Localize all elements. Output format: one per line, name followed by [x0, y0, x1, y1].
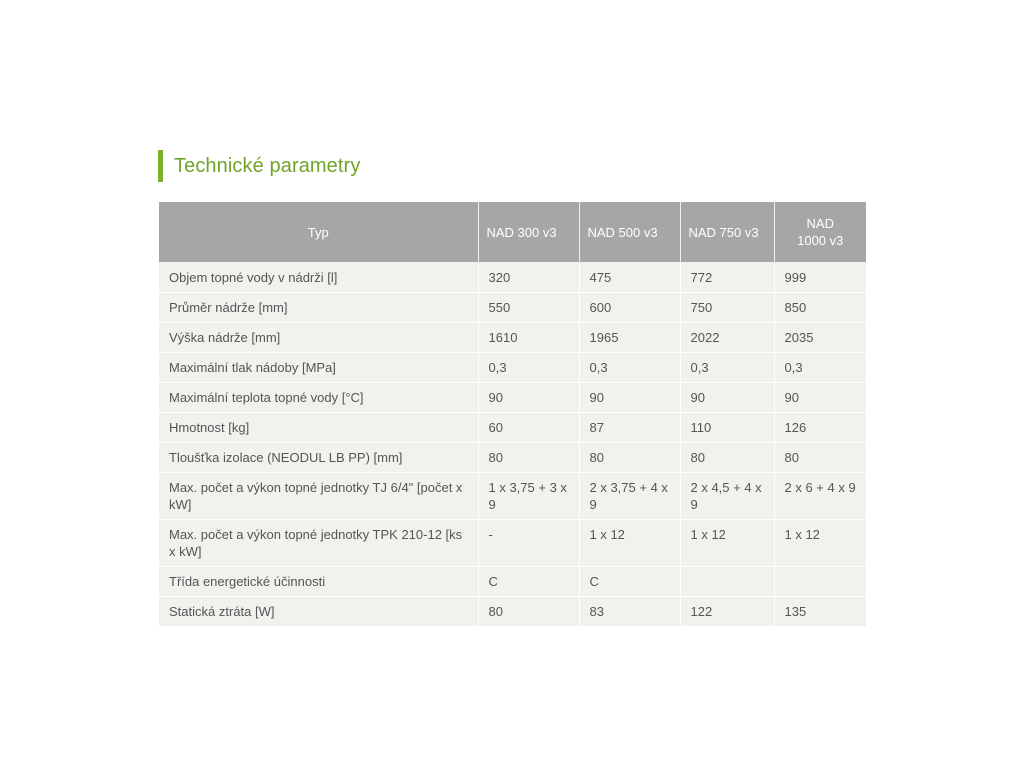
nad-300-value: 80	[478, 597, 579, 627]
nad-500-value: 600	[579, 293, 680, 323]
parameter-name: Průměr nádrže [mm]	[159, 293, 478, 323]
nad-300-value: -	[478, 520, 579, 567]
parameter-name: Objem topné vody v nádrži [l]	[159, 263, 478, 293]
header-type: Typ	[159, 202, 478, 263]
nad-300-value: 80	[478, 443, 579, 473]
table-row	[159, 443, 866, 473]
parameter-name: Hmotnost [kg]	[159, 413, 478, 443]
section-title: Technické parametry	[174, 154, 361, 177]
table-row	[159, 473, 866, 520]
section-heading	[158, 150, 360, 182]
nad-1000-value: 80	[774, 443, 866, 473]
nad-500-value: 1 x 12	[579, 520, 680, 567]
nad-300-value: C	[478, 567, 579, 597]
nad-500-value: 80	[579, 443, 680, 473]
nad-750-value: 2 x 4,5 + 4 x 9	[680, 473, 774, 520]
nad-300-value: 550	[478, 293, 579, 323]
table-row	[159, 263, 866, 293]
table-row	[159, 293, 866, 323]
nad-1000-value: 135	[774, 597, 866, 627]
header-nad-500: NAD 500 v3	[579, 202, 680, 263]
nad-500-value: 83	[579, 597, 680, 627]
nad-300-value: 90	[478, 383, 579, 413]
header-nad-1000: NAD 1000 v3	[774, 202, 866, 263]
nad-1000-value: 999	[774, 263, 866, 293]
nad-750-value: 772	[680, 263, 774, 293]
parameter-name: Maximální tlak nádoby [MPa]	[159, 353, 478, 383]
table-row	[159, 520, 866, 567]
table-row	[159, 383, 866, 413]
parameter-name: Statická ztráta [W]	[159, 597, 478, 627]
spec-table	[159, 202, 866, 627]
accent-bar	[158, 150, 163, 182]
nad-1000-value: 850	[774, 293, 866, 323]
parameter-name: Tloušťka izolace (NEODUL LB PP) [mm]	[159, 443, 478, 473]
nad-750-value: 110	[680, 413, 774, 443]
table-row	[159, 597, 866, 627]
nad-750-value: 80	[680, 443, 774, 473]
nad-300-value: 1 x 3,75 + 3 x 9	[478, 473, 579, 520]
table-row	[159, 323, 866, 353]
nad-750-value: 1 x 12	[680, 520, 774, 567]
nad-1000-value: 126	[774, 413, 866, 443]
nad-1000-value: 0,3	[774, 353, 866, 383]
nad-500-value: 475	[579, 263, 680, 293]
nad-1000-value: 90	[774, 383, 866, 413]
nad-300-value: 1610	[478, 323, 579, 353]
nad-1000-value: 2 x 6 + 4 x 9	[774, 473, 866, 520]
nad-750-value: 90	[680, 383, 774, 413]
nad-750-value: 750	[680, 293, 774, 323]
header-nad-300: NAD 300 v3	[478, 202, 579, 263]
nad-1000-value	[774, 567, 866, 597]
nad-300-value: 0,3	[478, 353, 579, 383]
table-row	[159, 567, 866, 597]
nad-500-value: 90	[579, 383, 680, 413]
nad-500-value: 0,3	[579, 353, 680, 383]
nad-1000-value: 2035	[774, 323, 866, 353]
header-nad-750: NAD 750 v3	[680, 202, 774, 263]
table-row	[159, 353, 866, 383]
nad-500-value: C	[579, 567, 680, 597]
nad-750-value: 0,3	[680, 353, 774, 383]
parameter-name: Max. počet a výkon topné jednotky TJ 6/4" [počet x kW]	[159, 473, 478, 520]
nad-300-value: 320	[478, 263, 579, 293]
nad-500-value: 1965	[579, 323, 680, 353]
nad-500-value: 87	[579, 413, 680, 443]
nad-500-value: 2 x 3,75 + 4 x 9	[579, 473, 680, 520]
nad-1000-value: 1 x 12	[774, 520, 866, 567]
table-header-row	[159, 202, 866, 263]
parameter-name: Výška nádrže [mm]	[159, 323, 478, 353]
parameter-name: Třída energetické účinnosti	[159, 567, 478, 597]
parameter-name: Maximální teplota topné vody [°C]	[159, 383, 478, 413]
nad-300-value: 60	[478, 413, 579, 443]
parameter-name: Max. počet a výkon topné jednotky TPK 210-12 [ks x kW]	[159, 520, 478, 567]
nad-750-value: 122	[680, 597, 774, 627]
table-row	[159, 413, 866, 443]
nad-750-value	[680, 567, 774, 597]
nad-750-value: 2022	[680, 323, 774, 353]
